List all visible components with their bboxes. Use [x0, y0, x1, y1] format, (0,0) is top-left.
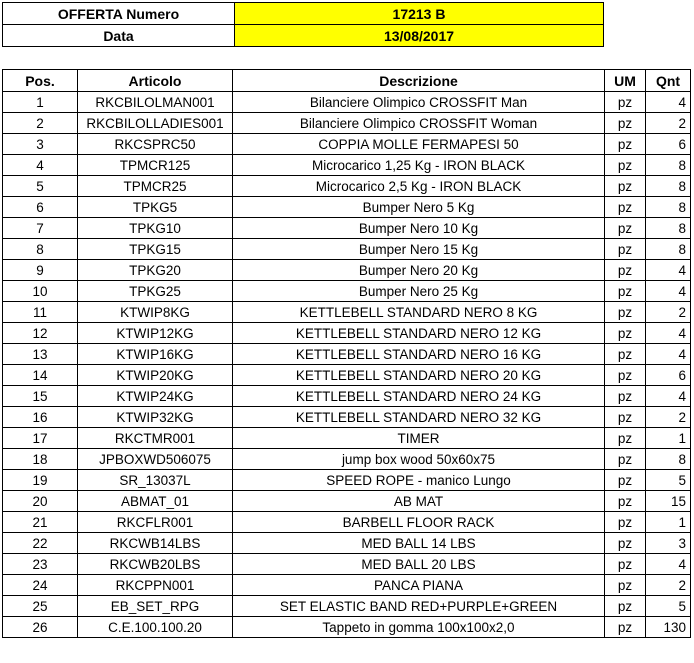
cell-descrizione: Bilanciere Olimpico CROSSFIT Man	[233, 92, 605, 113]
table-row	[3, 92, 691, 113]
cell-um: pz	[605, 617, 646, 638]
table-row	[3, 386, 691, 407]
cell-qnt: 4	[646, 281, 691, 302]
cell-descrizione: KETTLEBELL STANDARD NERO 32 KG	[233, 407, 605, 428]
cell-pos: 21	[3, 512, 78, 533]
cell-descrizione: Bumper Nero 5 Kg	[233, 197, 605, 218]
cell-descrizione: AB MAT	[233, 491, 605, 512]
cell-qnt: 6	[646, 134, 691, 155]
cell-descrizione: KETTLEBELL STANDARD NERO 8 KG	[233, 302, 605, 323]
cell-pos: 8	[3, 239, 78, 260]
cell-qnt: 1	[646, 428, 691, 449]
cell-qnt: 5	[646, 470, 691, 491]
cell-articolo: TPKG10	[78, 218, 233, 239]
cell-articolo: RKCFLR001	[78, 512, 233, 533]
cell-descrizione: KETTLEBELL STANDARD NERO 24 KG	[233, 386, 605, 407]
cell-pos: 26	[3, 617, 78, 638]
cell-descrizione: BARBELL FLOOR RACK	[233, 512, 605, 533]
cell-articolo: KTWIP8KG	[78, 302, 233, 323]
cell-qnt: 2	[646, 302, 691, 323]
offer-number-row	[3, 3, 604, 25]
cell-articolo: RKCWB14LBS	[78, 533, 233, 554]
cell-qnt: 4	[646, 323, 691, 344]
cell-pos: 18	[3, 449, 78, 470]
cell-descrizione: SPEED ROPE - manico Lungo	[233, 470, 605, 491]
cell-pos: 2	[3, 113, 78, 134]
table-row	[3, 302, 691, 323]
items-table-body	[3, 92, 691, 638]
column-header-descrizione: Descrizione	[233, 70, 605, 92]
cell-um: pz	[605, 302, 646, 323]
table-row	[3, 470, 691, 491]
cell-descrizione: MED BALL 20 LBS	[233, 554, 605, 575]
cell-um: pz	[605, 239, 646, 260]
cell-articolo: EB_SET_RPG	[78, 596, 233, 617]
column-header-articolo: Articolo	[78, 70, 233, 92]
offer-date-label: Data	[3, 25, 235, 47]
cell-articolo: TPKG25	[78, 281, 233, 302]
cell-um: pz	[605, 260, 646, 281]
cell-articolo: C.E.100.100.20	[78, 617, 233, 638]
table-row	[3, 512, 691, 533]
cell-pos: 3	[3, 134, 78, 155]
cell-descrizione: Bumper Nero 20 Kg	[233, 260, 605, 281]
table-row	[3, 323, 691, 344]
cell-qnt: 2	[646, 575, 691, 596]
cell-pos: 23	[3, 554, 78, 575]
cell-descrizione: SET ELASTIC BAND RED+PURPLE+GREEN	[233, 596, 605, 617]
cell-qnt: 6	[646, 365, 691, 386]
cell-um: pz	[605, 407, 646, 428]
cell-descrizione: Bilanciere Olimpico CROSSFIT Woman	[233, 113, 605, 134]
table-row	[3, 365, 691, 386]
cell-qnt: 4	[646, 260, 691, 281]
table-row	[3, 239, 691, 260]
cell-articolo: ABMAT_01	[78, 491, 233, 512]
offer-date-row	[3, 25, 604, 47]
cell-descrizione: Bumper Nero 10 Kg	[233, 218, 605, 239]
cell-pos: 1	[3, 92, 78, 113]
cell-qnt: 8	[646, 155, 691, 176]
cell-um: pz	[605, 449, 646, 470]
cell-qnt: 4	[646, 344, 691, 365]
cell-qnt: 8	[646, 176, 691, 197]
cell-descrizione: Microcarico 1,25 Kg - IRON BLACK	[233, 155, 605, 176]
cell-pos: 5	[3, 176, 78, 197]
cell-pos: 4	[3, 155, 78, 176]
cell-articolo: RKCPPN001	[78, 575, 233, 596]
cell-qnt: 8	[646, 218, 691, 239]
cell-um: pz	[605, 533, 646, 554]
cell-pos: 7	[3, 218, 78, 239]
table-row	[3, 155, 691, 176]
cell-descrizione: TIMER	[233, 428, 605, 449]
cell-pos: 22	[3, 533, 78, 554]
cell-pos: 12	[3, 323, 78, 344]
table-row	[3, 575, 691, 596]
table-row	[3, 617, 691, 638]
cell-articolo: RKCBILOLLADIES001	[78, 113, 233, 134]
cell-um: pz	[605, 365, 646, 386]
cell-qnt: 4	[646, 386, 691, 407]
cell-articolo: JPBOXWD506075	[78, 449, 233, 470]
cell-pos: 25	[3, 596, 78, 617]
cell-descrizione: KETTLEBELL STANDARD NERO 16 KG	[233, 344, 605, 365]
cell-pos: 10	[3, 281, 78, 302]
offer-number-value: 17213 B	[235, 3, 604, 25]
cell-articolo: SR_13037L	[78, 470, 233, 491]
cell-um: pz	[605, 281, 646, 302]
cell-qnt: 15	[646, 491, 691, 512]
cell-um: pz	[605, 491, 646, 512]
cell-um: pz	[605, 428, 646, 449]
table-row	[3, 596, 691, 617]
cell-qnt: 3	[646, 533, 691, 554]
table-row	[3, 176, 691, 197]
cell-um: pz	[605, 386, 646, 407]
cell-descrizione: KETTLEBELL STANDARD NERO 20 KG	[233, 365, 605, 386]
cell-um: pz	[605, 575, 646, 596]
cell-articolo: KTWIP12KG	[78, 323, 233, 344]
cell-articolo: RKCSPRC50	[78, 134, 233, 155]
cell-um: pz	[605, 596, 646, 617]
cell-pos: 19	[3, 470, 78, 491]
cell-articolo: TPKG20	[78, 260, 233, 281]
offer-header	[2, 2, 604, 47]
cell-descrizione: KETTLEBELL STANDARD NERO 12 KG	[233, 323, 605, 344]
cell-qnt: 2	[646, 407, 691, 428]
cell-descrizione: PANCA PIANA	[233, 575, 605, 596]
cell-descrizione: jump box wood 50x60x75	[233, 449, 605, 470]
column-header-pos: Pos.	[3, 70, 78, 92]
cell-articolo: TPMCR25	[78, 176, 233, 197]
cell-pos: 13	[3, 344, 78, 365]
cell-articolo: TPKG15	[78, 239, 233, 260]
cell-articolo: TPKG5	[78, 197, 233, 218]
cell-pos: 17	[3, 428, 78, 449]
cell-um: pz	[605, 113, 646, 134]
cell-um: pz	[605, 197, 646, 218]
cell-descrizione: Microcarico 2,5 Kg - IRON BLACK	[233, 176, 605, 197]
table-row	[3, 281, 691, 302]
cell-qnt: 2	[646, 113, 691, 134]
offer-date-value: 13/08/2017	[235, 25, 604, 47]
cell-um: pz	[605, 92, 646, 113]
table-row	[3, 554, 691, 575]
cell-um: pz	[605, 134, 646, 155]
column-header-qnt: Qnt	[646, 70, 691, 92]
table-row	[3, 449, 691, 470]
cell-pos: 16	[3, 407, 78, 428]
cell-um: pz	[605, 176, 646, 197]
offer-number-label: OFFERTA Numero	[3, 3, 235, 25]
cell-qnt: 130	[646, 617, 691, 638]
table-row	[3, 407, 691, 428]
cell-qnt: 8	[646, 197, 691, 218]
column-header-um: UM	[605, 70, 646, 92]
cell-descrizione: Bumper Nero 25 Kg	[233, 281, 605, 302]
cell-pos: 20	[3, 491, 78, 512]
cell-articolo: RKCWB20LBS	[78, 554, 233, 575]
cell-descrizione: COPPIA MOLLE FERMAPESI 50	[233, 134, 605, 155]
cell-qnt: 8	[646, 449, 691, 470]
cell-um: pz	[605, 554, 646, 575]
cell-descrizione: Tappeto in gomma 100x100x2,0	[233, 617, 605, 638]
cell-articolo: KTWIP24KG	[78, 386, 233, 407]
cell-qnt: 4	[646, 92, 691, 113]
cell-um: pz	[605, 470, 646, 491]
cell-qnt: 1	[646, 512, 691, 533]
cell-um: pz	[605, 512, 646, 533]
cell-descrizione: MED BALL 14 LBS	[233, 533, 605, 554]
cell-articolo: KTWIP32KG	[78, 407, 233, 428]
cell-articolo: KTWIP16KG	[78, 344, 233, 365]
cell-pos: 14	[3, 365, 78, 386]
items-table	[2, 69, 691, 638]
cell-um: pz	[605, 218, 646, 239]
table-row	[3, 491, 691, 512]
table-row	[3, 533, 691, 554]
cell-pos: 6	[3, 197, 78, 218]
cell-um: pz	[605, 155, 646, 176]
cell-articolo: RKCTMR001	[78, 428, 233, 449]
cell-pos: 15	[3, 386, 78, 407]
cell-um: pz	[605, 344, 646, 365]
table-row	[3, 344, 691, 365]
cell-qnt: 4	[646, 554, 691, 575]
cell-um: pz	[605, 323, 646, 344]
table-row	[3, 218, 691, 239]
table-row	[3, 428, 691, 449]
cell-articolo: TPMCR125	[78, 155, 233, 176]
table-row	[3, 113, 691, 134]
cell-pos: 24	[3, 575, 78, 596]
table-row	[3, 197, 691, 218]
table-row	[3, 134, 691, 155]
cell-pos: 11	[3, 302, 78, 323]
cell-qnt: 5	[646, 596, 691, 617]
cell-qnt: 8	[646, 239, 691, 260]
cell-articolo: KTWIP20KG	[78, 365, 233, 386]
cell-descrizione: Bumper Nero 15 Kg	[233, 239, 605, 260]
cell-articolo: RKCBILOLMAN001	[78, 92, 233, 113]
items-table-header	[3, 70, 691, 92]
cell-pos: 9	[3, 260, 78, 281]
table-row	[3, 260, 691, 281]
